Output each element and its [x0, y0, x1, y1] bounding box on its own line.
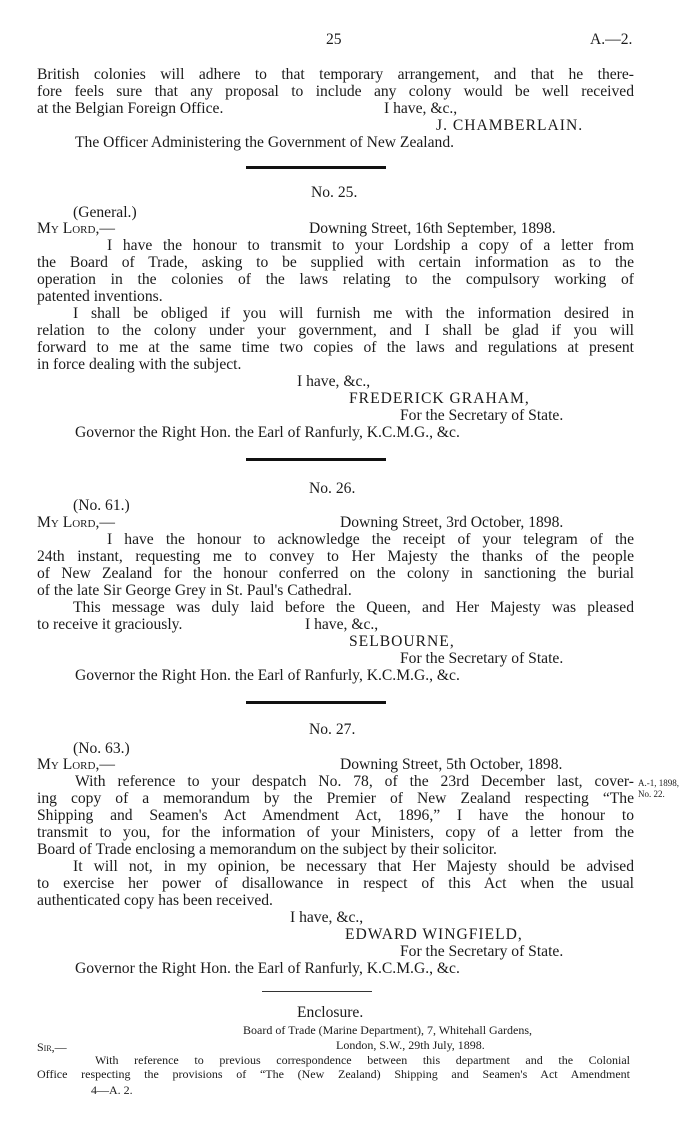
addressee: The Officer Administering the Government of New Zealand.: [75, 134, 455, 151]
text-line: It will not, in my opinion, be necessary that Her Majesty should be advised: [73, 858, 634, 875]
despatch-tag: (General.): [73, 204, 137, 221]
text-line: to exercise her power of disallowance in respect of this Act when the usual: [37, 875, 634, 892]
salutation: My Lord,—: [37, 514, 115, 531]
for-secretary: For the Secretary of State.: [400, 407, 564, 424]
closing: I have, &c.,: [297, 373, 371, 390]
place-date: Downing Street, 16th September, 1898.: [309, 220, 556, 237]
despatch-tag: (No. 61.): [73, 497, 130, 514]
text-line: of New Zealand for the honour conferred on the colony in sanctioning the burial: [37, 565, 634, 582]
signature: SELBOURNE,: [349, 633, 455, 650]
enclosure-heading: Enclosure.: [297, 1004, 364, 1021]
text-line: to receive it graciously.: [37, 616, 183, 633]
text-line: the Board of Trade, asking to be supplied with certain information as to the: [37, 254, 634, 271]
addressee: Governor the Right Hon. the Earl of Ranfurly, K.C.M.G., &c.: [75, 667, 460, 684]
text-line: I have the honour to acknowledge the receipt of your telegram of the: [107, 531, 634, 548]
enclosure-address: London, S.W., 29th July, 1898.: [336, 1038, 485, 1052]
section-divider: [262, 991, 372, 992]
margin-note: A.-1, 1898,: [638, 778, 679, 788]
text-line: of the late Sir George Grey in St. Paul's Cathedral.: [37, 582, 352, 599]
text-line: I have the honour to transmit to your Lordship a copy of a letter from: [107, 237, 634, 254]
place-date: Downing Street, 5th October, 1898.: [340, 756, 563, 773]
text-line: With reference to previous correspondence between this department and the Colonial: [95, 1053, 630, 1067]
salutation: My Lord,—: [37, 756, 115, 773]
section-divider: [246, 166, 386, 169]
text-line: transmit to you, for the information of your Ministers, copy of a letter from the: [37, 824, 634, 841]
text-line: in force dealing with the subject.: [37, 356, 242, 373]
text-line: patented inventions.: [37, 288, 163, 305]
section-divider: [246, 701, 386, 704]
place-date: Downing Street, 3rd October, 1898.: [340, 514, 564, 531]
section-heading: No. 25.: [311, 184, 358, 201]
addressee: Governor the Right Hon. the Earl of Ranfurly, K.C.M.G., &c.: [75, 960, 460, 977]
signature: FREDERICK GRAHAM,: [349, 390, 530, 407]
section-heading: No. 26.: [309, 480, 356, 497]
page-number: 25: [326, 31, 342, 48]
addressee: Governor the Right Hon. the Earl of Ranfurly, K.C.M.G., &c.: [75, 424, 460, 441]
text-line: British colonies will adhere to that temporary arrangement, and that he there-: [37, 66, 634, 83]
for-secretary: For the Secretary of State.: [400, 650, 564, 667]
text-line: at the Belgian Foreign Office.: [37, 100, 224, 117]
page-reference: A.—2.: [590, 31, 633, 48]
margin-note: No. 22.: [638, 789, 665, 799]
salutation: My Lord,—: [37, 220, 115, 237]
text-line: Shipping and Seamen's Act Amendment Act, 1896,” I have the honour to: [37, 807, 634, 824]
text-line: fore feels sure that any proposal to include any colony would be well received: [37, 83, 634, 100]
text-line: operation in the colonies of the laws relating to the compulsory working of: [37, 271, 634, 288]
text-line: relation to the colony under your government, and I shall be glad if you will: [37, 322, 634, 339]
text-line: This message was duly laid before the Queen, and Her Majesty was pleased: [73, 599, 634, 616]
enclosure-address: Board of Trade (Marine Department), 7, Whitehall Gardens,: [243, 1023, 533, 1037]
text-line: I shall be obliged if you will furnish me with the information desired in: [73, 305, 634, 322]
signature: J. CHAMBERLAIN.: [436, 117, 584, 134]
section-divider: [246, 458, 386, 461]
section-heading: No. 27.: [309, 721, 356, 738]
closing: I have, &c.,: [290, 909, 364, 926]
text-line: Board of Trade enclosing a memorandum on the subject by their solicitor.: [37, 841, 497, 858]
text-line: forward to me at the same time two copies of the laws and regulations at present: [37, 339, 634, 356]
closing: I have, &c.,: [305, 616, 379, 633]
salutation: Sir,—: [37, 1040, 67, 1054]
text-line: Office respecting the provisions of “The (New Zealand) Shipping and Seamen's Act Amendment: [37, 1067, 630, 1081]
text-line: authenticated copy has been received.: [37, 892, 273, 909]
text-line: 24th instant, requesting me to convey to Her Majesty the thanks of the people: [37, 548, 634, 565]
text-line: ing copy of a memorandum by the Premier of New Zealand respecting “The: [37, 790, 634, 807]
despatch-tag: (No. 63.): [73, 740, 130, 757]
signature: EDWARD WINGFIELD,: [345, 926, 523, 943]
signature-mark: 4—A. 2.: [91, 1083, 133, 1097]
text-line: With reference to your despatch No. 78, of the 23rd December last, cover-: [75, 773, 634, 790]
closing: I have, &c.,: [384, 100, 458, 117]
for-secretary: For the Secretary of State.: [400, 943, 564, 960]
